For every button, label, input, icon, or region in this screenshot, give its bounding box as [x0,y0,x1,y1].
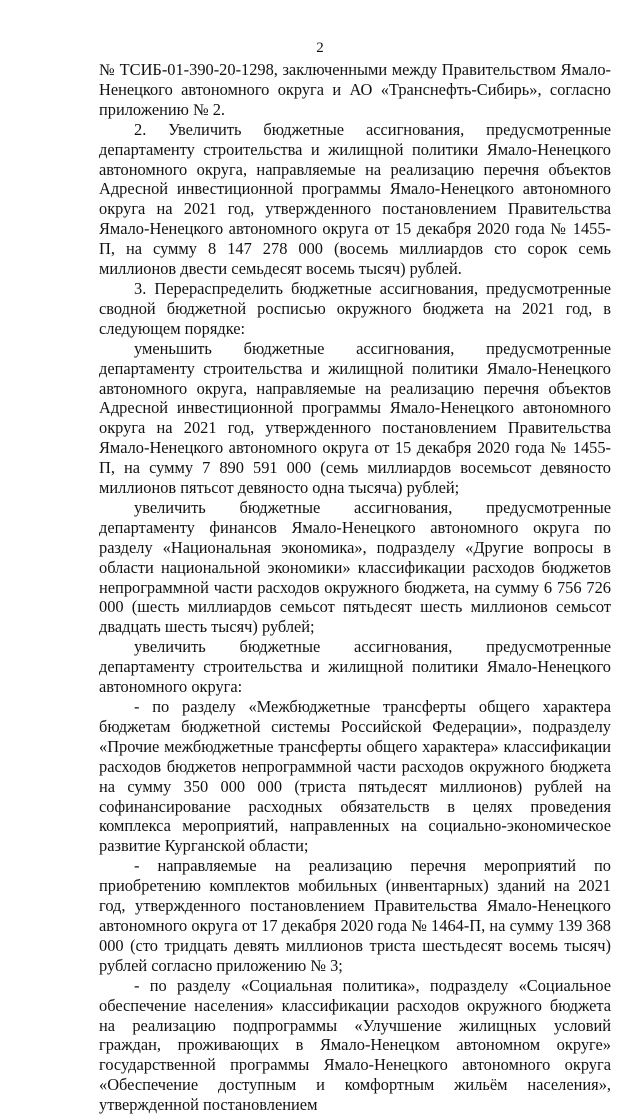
list-item-mobile-buildings: - направляемые на реализацию перечня мероприятий по приобретению комплектов мобильных (инвентарных) зданий на 2021 год, утвержденного постановлением Правительства Ямало-Ненецкого автономного округа от 17 декабря 2020 года № 1464-П, на сумму 139 368 000 (сто тридцать девять миллионов триста шестьдесят восемь тысяч) рублей согласно приложению № 3; [99,856,611,975]
list-item-transfers: - по разделу «Межбюджетные трансферты общего характера бюджетам бюджетной системы Российской Федерации», подразделу «Прочие межбюджетные трансферты общего характера» классификации расходов бюджетов непрограммной части расходов окружного бюджета на сумму 350 000 000 (триста пятьдесят миллионов) рублей на софинансирование расходных обязательств в целях проведения комплекса мероприятий, направленных на социально-экономическое развитие Курганской области; [99,697,611,856]
paragraph-item-3: 3. Перераспределить бюджетные ассигнования, предусмотренные сводной бюджетной росписью окружного бюджета на 2021 год, в следующем порядке: [99,278,611,338]
paragraph-decrease: уменьшить бюджетные ассигнования, предусмотренные департаменту строительства и жилищной политики Ямало-Ненецкого автономного округа, направляемые на реализацию перечня объектов Адресной инвестиционной программы Ямало-Ненецкого автономного округа на 2021 год, утвержденного постановлением Правительства Ямало-Ненецкого автономного округа от 15 декабря 2020 года № 1455-П, на сумму 7 890 591 000 (семь миллиардов восемьсот девяносто миллионов пятьсот девяносто одна тысяча) рублей; [99,338,611,498]
paragraph-increase-finance: увеличить бюджетные ассигнования, предусмотренные департаменту финансов Ямало-Ненецкого автономного округа по разделу «Национальная экономика», подразделу «Другие вопросы в области национальной экономики» классификации расходов бюджетов непрограммной части расходов окружного бюджета, на сумму 6 756 726 000 (шесть миллиардов семьсот пятьдесят шесть миллионов семьсот двадцать шесть тысяч) рублей; [99,497,611,637]
list-item-social-policy: - по разделу «Социальная политика», подразделу «Социальное обеспечение населения» классификации расходов окружного бюджета на реализацию подпрограммы «Улучшение жилищных условий граждан, проживающих в Ямало-Ненецком автономном округе» государственной программы Ямало-Ненецкого автономного округа «Обеспечение доступным и комфортным жильём населения», утвержденной постановлением [99,975,611,1115]
paragraph-continuation: № ТСИБ-01-390-20-1298, заключенными между Правительством Ямало-Ненецкого автономного округа и АО «Транснефть-Сибирь», согласно приложению № 2. [99,60,611,119]
paragraph-increase-construction: увеличить бюджетные ассигнования, предусмотренные департаменту строительства и жилищной политики Ямало-Ненецкого автономного округа: [99,637,611,697]
page-number: 2 [316,40,324,56]
paragraph-item-2: 2. Увеличить бюджетные ассигнования, предусмотренные департаменту строительства и жилищной политики Ямало-Ненецкого автономного округа, направляемые на реализацию перечня объектов Адресной инвестиционной программы Ямало-Ненецкого автономного округа на 2021 год, утвержденного постановлением Правительства Ямало-Ненецкого автономного округа от 15 декабря 2020 года № 1455-П, на сумму 8 147 278 000 (восемь миллиардов сто сорок семь миллионов двести семьдесят восемь тысяч) рублей. [99,119,611,279]
document-body [99,60,611,1115]
